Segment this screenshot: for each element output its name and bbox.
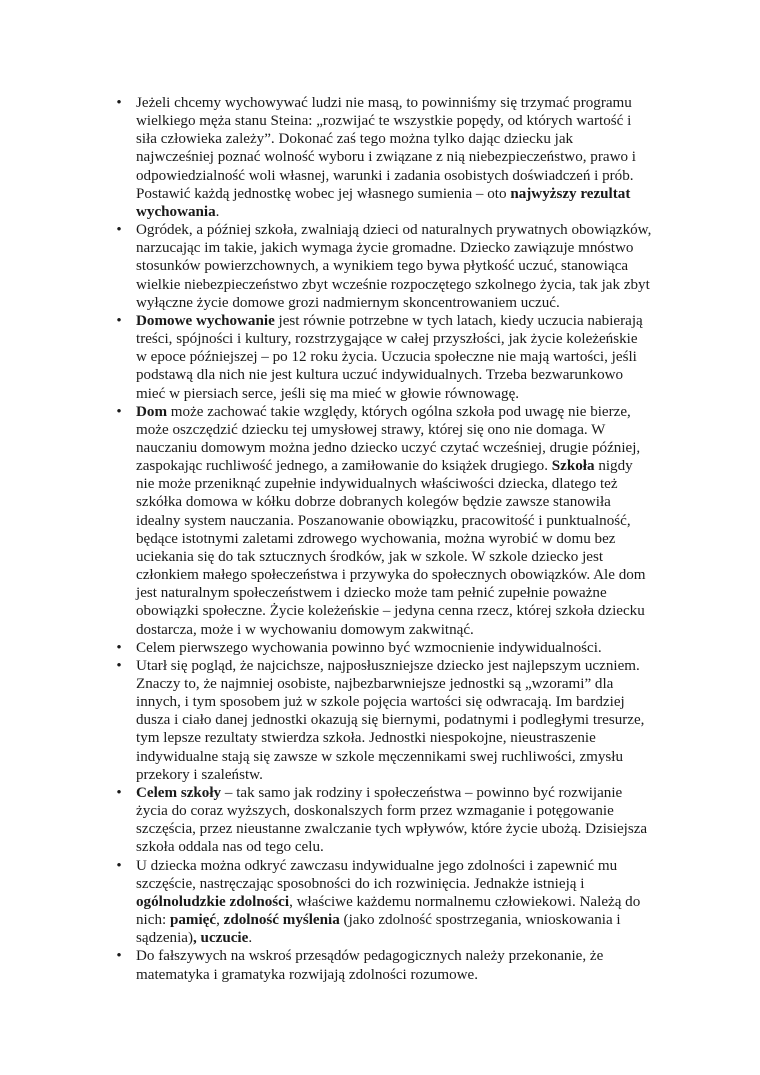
- paragraph-text: Jeżeli chcemy wychowywać ludzi nie masą, to powinniśmy się trzymać programu wielkiego męża stanu Steina: „rozwijać te wszystkie popędy, od których wartość i siła człowieka zależy”. Dokonać zaś tego można tylko dając dziecku jak najwcześniej poznać wolność wyboru i związane z nią niebezpieczeństwo, prawo i odpowiedzialność woli własnej, warunki i zadania osobistych doświadczeń i prób. Postawić każdą jednostkę wobec jej własnego sumienia – oto: [136, 95, 636, 202]
- bold-text: pamięć: [169, 912, 217, 929]
- bullet-icon: •: [116, 222, 122, 239]
- bold-text: Domowe wychowanie: [136, 312, 275, 329]
- paragraph-text: Celem pierwszego wychowania powinno być wzmocnienie indywidualności.: [136, 639, 602, 656]
- list-item: [112, 639, 652, 657]
- bullet-icon: •: [116, 95, 122, 111]
- paragraph-text: Utarł się pogląd, że najcichsze, najposłuszniejsze dziecko jest najlepszym uczniem. Znaczy to, że najmniej osobiste, najbezbarwniejsze jednostki są „wzorami” dla innych, i tym sposobem już w szkole pojęcia wartości się odwracają. Im bardziej dusza i ciało danej jednostki okazują się biernymi, podatnymi i podległymi tresurze, tym lepsze rezultaty stwierdza szkoła. Jednostki niespokojne, nieustraszenie indywidualne stają się zawsze w szkole męczennikami swej ruchliwości, zmysłu przekory i szaleństw.: [136, 657, 645, 783]
- bold-text: zdolność myślenia: [223, 912, 340, 929]
- paragraph-text: Do fałszywych na wskroś przesądów pedagogicznych należy przekonanie, że matematyka i gramatyka rozwijają zdolności rozumowe.: [136, 948, 604, 983]
- paragraph-text: .: [248, 930, 253, 947]
- bold-text: najwyższy rezultat wychowania: [136, 185, 631, 220]
- bullet-icon: •: [116, 403, 122, 420]
- list-item: [112, 403, 652, 639]
- paragraph-text: jest równie potrzebne w tych latach, kiedy uczucia nabierają treści, spójności i kultury, rozstrzygające w całej przyszłości, jak życie koleżeńskie w epoce późniejszej – po 12 roku życia. Uczucia społeczne nie mają wartości, jeśli podstawą dla nich nie jest kultura uczuć indywidualnych. Trzeba bezwarunkowo mieć w piersiach serce, jeśli się ma mieć w głowie równowagę.: [136, 312, 643, 402]
- bold-text: ogólnoludzkie zdolności: [136, 893, 290, 910]
- bullet-icon: •: [116, 857, 122, 874]
- bold-text: Szkoła: [551, 458, 595, 475]
- bullet-icon: •: [116, 948, 122, 965]
- list-item: [112, 784, 652, 857]
- list-item: [112, 947, 652, 983]
- bullet-icon: •: [116, 312, 122, 329]
- paragraph-text: – tak samo jak rodziny i społeczeństwa – powinno być rozwijanie życia do coraz wyższych, doskonalszych form przez wzmaganie i potęgowanie szczęścia, przez nieustanne zwalczanie tych wpływów, które życie ubożą. Dzisiejsza szkoła oddala nas od tego celu.: [136, 784, 648, 856]
- list-item: [112, 221, 652, 312]
- paragraph-text: może zachować takie względy, których ogólna szkoła pod uwagę nie bierze, może oszczędzić dziecku tej umysłowej strawy, której się ono nie domaga. W nauczaniu domowym można jedno dziecko uczyć czytać wcześniej, drugie później, zaspokając ruchliwość jednego, a zamiłowanie do książek drugiego.: [136, 403, 641, 475]
- paragraph-text: Ogródek, a później szkoła, zwalniają dzieci od naturalnych prywatnych obowiązków, narzucając im takie, jakich wymaga życie gromadne. Dziecko zawiązuje mnóstwo stosunków powierzchownych, a wynikiem tego bywa płytkość uczuć, stanowiąca wielkie niebezpieczeństwo zbyt wcześnie rozpoczętego szkolnego życia, tak jak zbyt wyłączne życie domowe grozi nadmiernym skoncentrowaniem uczuć.: [136, 222, 652, 311]
- list-item: [112, 94, 652, 221]
- bullet-icon: •: [116, 784, 122, 801]
- bullet-list: [112, 94, 652, 984]
- bullet-icon: •: [116, 639, 122, 656]
- paragraph-text: nigdy nie może przeniknąć zupełnie indywidualnych właściwości dziecka, dlatego też szkółka domowa w kółku dobrze dobranych kolegów będzie zawsze stanowiła idealny system nauczania. Poszanowanie obowiązku, pracowitość i punktualność, będące istotnymi zaletami zdrowego wychowania, można wyrobić w domu bez uciekania się do tak sztucznych środków, jak w szkole. W szkole dziecko jest członkiem małego społeczeństwa i przywyka do społecznych obowiązków. Ale dom jest naturalnym społeczeństwem i dziecko może tam pełnić zupełnie poważne obowiązki społeczne. Życie koleżeńskie – jedyna cenna rzecz, której szkoła dziecku dostarcza, może i w wychowaniu domowym zakwitnąć.: [136, 458, 646, 638]
- list-item: [112, 657, 652, 784]
- list-item: [112, 312, 652, 403]
- bold-text: Dom: [136, 403, 168, 420]
- paragraph-text: .: [215, 203, 220, 220]
- list-item: [112, 857, 652, 948]
- bullet-icon: •: [116, 657, 122, 674]
- bold-text: Celem szkoły: [136, 784, 222, 801]
- document-page: [112, 94, 652, 984]
- bold-text: , uczucie: [193, 930, 249, 947]
- paragraph-text: (jako zdolność spostrzegania, wnioskowania i sądzenia): [136, 912, 621, 947]
- paragraph-text: , właściwe każdemu normalnemu człowiekowi. Należą do nich:: [136, 893, 641, 929]
- paragraph-text: ,: [216, 912, 224, 929]
- paragraph-text: U dziecka można odkryć zawczasu indywidualne jego zdolności i zapewnić mu szczęście, nastręczając sposobności do ich rozwinięcia. Jednakże istnieją i: [136, 857, 618, 892]
